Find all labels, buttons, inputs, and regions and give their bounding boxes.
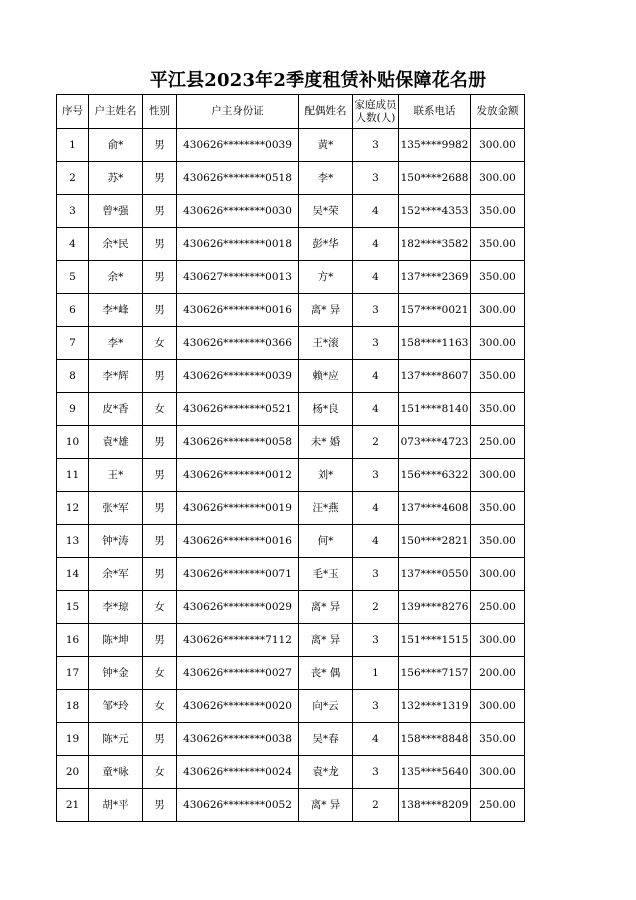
cell-family-size: 4 <box>353 360 399 393</box>
cell-gender: 男 <box>143 261 177 294</box>
cell-amount: 300.00 <box>471 756 525 789</box>
cell-amount: 250.00 <box>471 591 525 624</box>
cell-spouse-name: 刘* <box>299 459 353 492</box>
cell-family-size: 3 <box>353 690 399 723</box>
cell-head-id: 430626********0518 <box>177 162 299 195</box>
subsidy-roster-table <box>56 94 525 822</box>
cell-family-size: 1 <box>353 657 399 690</box>
cell-family-size: 4 <box>353 393 399 426</box>
cell-phone: 151****8140 <box>399 393 471 426</box>
cell-gender: 女 <box>143 327 177 360</box>
cell-family-size: 2 <box>353 426 399 459</box>
cell-spouse-name: 袁*龙 <box>299 756 353 789</box>
cell-amount: 300.00 <box>471 558 525 591</box>
column-header-head-name: 户主姓名 <box>89 95 143 129</box>
cell-head-id: 430626********0030 <box>177 195 299 228</box>
cell-phone: 152****4353 <box>399 195 471 228</box>
table-row <box>57 228 525 261</box>
table-row <box>57 657 525 690</box>
cell-amount: 300.00 <box>471 690 525 723</box>
cell-amount: 350.00 <box>471 525 525 558</box>
cell-gender: 男 <box>143 195 177 228</box>
cell-head-id: 430626********0018 <box>177 228 299 261</box>
cell-amount: 300.00 <box>471 162 525 195</box>
cell-gender: 女 <box>143 756 177 789</box>
cell-phone: 137****8607 <box>399 360 471 393</box>
cell-head-name: 陈*坤 <box>89 624 143 657</box>
cell-head-name: 李*峰 <box>89 294 143 327</box>
table-row <box>57 393 525 426</box>
cell-head-name: 童*咏 <box>89 756 143 789</box>
cell-seq: 17 <box>57 657 89 690</box>
cell-head-id: 430626********0024 <box>177 756 299 789</box>
cell-seq: 2 <box>57 162 89 195</box>
table-row <box>57 723 525 756</box>
cell-head-id: 430626********0521 <box>177 393 299 426</box>
cell-amount: 350.00 <box>471 723 525 756</box>
cell-gender: 男 <box>143 426 177 459</box>
cell-family-size: 4 <box>353 261 399 294</box>
cell-spouse-name: 离* 异 <box>299 591 353 624</box>
cell-family-size: 4 <box>353 195 399 228</box>
cell-family-size: 2 <box>353 789 399 822</box>
cell-head-id: 430626********0058 <box>177 426 299 459</box>
cell-seq: 12 <box>57 492 89 525</box>
cell-head-name: 王* <box>89 459 143 492</box>
cell-head-id: 430626********0027 <box>177 657 299 690</box>
cell-seq: 13 <box>57 525 89 558</box>
cell-head-id: 430626********0012 <box>177 459 299 492</box>
cell-phone: 135****9982 <box>399 129 471 162</box>
cell-seq: 5 <box>57 261 89 294</box>
cell-amount: 300.00 <box>471 129 525 162</box>
table-row <box>57 492 525 525</box>
column-header-head-id: 户主身份证 <box>177 95 299 129</box>
cell-phone: 156****6322 <box>399 459 471 492</box>
cell-spouse-name: 汪*燕 <box>299 492 353 525</box>
cell-spouse-name: 方* <box>299 261 353 294</box>
cell-seq: 21 <box>57 789 89 822</box>
cell-phone: 182****3582 <box>399 228 471 261</box>
cell-head-id: 430626********0016 <box>177 294 299 327</box>
cell-phone: 135****5640 <box>399 756 471 789</box>
cell-head-id: 430626********0029 <box>177 591 299 624</box>
cell-family-size: 3 <box>353 327 399 360</box>
cell-phone: 157****0021 <box>399 294 471 327</box>
cell-family-size: 2 <box>353 591 399 624</box>
cell-seq: 1 <box>57 129 89 162</box>
cell-gender: 男 <box>143 162 177 195</box>
table-row <box>57 690 525 723</box>
column-header-seq: 序号 <box>57 95 89 129</box>
cell-head-name: 曾*强 <box>89 195 143 228</box>
cell-head-id: 430626********0019 <box>177 492 299 525</box>
cell-amount: 200.00 <box>471 657 525 690</box>
cell-head-id: 430626********0039 <box>177 129 299 162</box>
cell-spouse-name: 向*云 <box>299 690 353 723</box>
table-row <box>57 162 525 195</box>
cell-phone: 158****1163 <box>399 327 471 360</box>
cell-phone: 137****4608 <box>399 492 471 525</box>
cell-amount: 300.00 <box>471 624 525 657</box>
cell-head-name: 余*军 <box>89 558 143 591</box>
cell-amount: 250.00 <box>471 789 525 822</box>
cell-head-id: 430626********0366 <box>177 327 299 360</box>
cell-family-size: 3 <box>353 459 399 492</box>
cell-head-name: 袁*雄 <box>89 426 143 459</box>
table-header-row <box>57 95 525 129</box>
cell-spouse-name: 离* 异 <box>299 789 353 822</box>
table-body <box>57 129 525 822</box>
column-header-gender: 性别 <box>143 95 177 129</box>
cell-head-id: 430626********7112 <box>177 624 299 657</box>
cell-head-name: 李*辉 <box>89 360 143 393</box>
cell-seq: 16 <box>57 624 89 657</box>
cell-head-id: 430626********0071 <box>177 558 299 591</box>
cell-head-id: 430626********0020 <box>177 690 299 723</box>
cell-seq: 9 <box>57 393 89 426</box>
cell-seq: 10 <box>57 426 89 459</box>
cell-seq: 14 <box>57 558 89 591</box>
table-row <box>57 756 525 789</box>
cell-head-name: 陈*元 <box>89 723 143 756</box>
cell-phone: 150****2821 <box>399 525 471 558</box>
cell-family-size: 4 <box>353 525 399 558</box>
cell-family-size: 4 <box>353 723 399 756</box>
cell-seq: 11 <box>57 459 89 492</box>
cell-family-size: 3 <box>353 756 399 789</box>
cell-family-size: 4 <box>353 492 399 525</box>
cell-gender: 男 <box>143 492 177 525</box>
cell-head-name: 俞* <box>89 129 143 162</box>
column-header-family-size: 家庭成员人数(人) <box>353 95 399 129</box>
cell-amount: 350.00 <box>471 228 525 261</box>
cell-head-name: 李* <box>89 327 143 360</box>
cell-head-id: 430626********0039 <box>177 360 299 393</box>
cell-spouse-name: 杨*良 <box>299 393 353 426</box>
cell-amount: 300.00 <box>471 294 525 327</box>
cell-head-id: 430627********0013 <box>177 261 299 294</box>
cell-amount: 350.00 <box>471 195 525 228</box>
cell-seq: 15 <box>57 591 89 624</box>
cell-family-size: 3 <box>353 129 399 162</box>
cell-spouse-name: 王*滚 <box>299 327 353 360</box>
cell-phone: 156****7157 <box>399 657 471 690</box>
cell-spouse-name: 何* <box>299 525 353 558</box>
cell-gender: 男 <box>143 360 177 393</box>
column-header-amount: 发放金额 <box>471 95 525 129</box>
cell-spouse-name: 黄* <box>299 129 353 162</box>
cell-family-size: 3 <box>353 162 399 195</box>
cell-seq: 18 <box>57 690 89 723</box>
cell-phone: 073****4723 <box>399 426 471 459</box>
cell-phone: 139****8276 <box>399 591 471 624</box>
cell-head-name: 邹*玲 <box>89 690 143 723</box>
cell-head-name: 余* <box>89 261 143 294</box>
cell-gender: 男 <box>143 525 177 558</box>
cell-gender: 男 <box>143 723 177 756</box>
column-header-phone: 联系电话 <box>399 95 471 129</box>
table-row <box>57 360 525 393</box>
cell-seq: 20 <box>57 756 89 789</box>
page-title: 平江县2023年2季度租赁补贴保障花名册 <box>149 70 487 91</box>
cell-spouse-name: 毛*玉 <box>299 558 353 591</box>
table-row <box>57 261 525 294</box>
cell-spouse-name: 丧* 偶 <box>299 657 353 690</box>
cell-spouse-name: 离* 异 <box>299 294 353 327</box>
cell-phone: 158****8848 <box>399 723 471 756</box>
cell-head-name: 钟*涛 <box>89 525 143 558</box>
cell-spouse-name: 彭*华 <box>299 228 353 261</box>
cell-family-size: 3 <box>353 294 399 327</box>
cell-phone: 138****8209 <box>399 789 471 822</box>
cell-seq: 4 <box>57 228 89 261</box>
cell-amount: 250.00 <box>471 426 525 459</box>
cell-gender: 男 <box>143 459 177 492</box>
cell-amount: 300.00 <box>471 459 525 492</box>
cell-gender: 女 <box>143 657 177 690</box>
table-row <box>57 459 525 492</box>
cell-spouse-name: 李* <box>299 162 353 195</box>
cell-gender: 男 <box>143 129 177 162</box>
table-row <box>57 195 525 228</box>
cell-head-name: 胡*平 <box>89 789 143 822</box>
cell-head-name: 李*琼 <box>89 591 143 624</box>
cell-spouse-name: 吴*春 <box>299 723 353 756</box>
cell-phone: 137****2369 <box>399 261 471 294</box>
cell-gender: 女 <box>143 591 177 624</box>
cell-seq: 3 <box>57 195 89 228</box>
table-row <box>57 525 525 558</box>
cell-head-name: 张*军 <box>89 492 143 525</box>
cell-seq: 7 <box>57 327 89 360</box>
cell-gender: 男 <box>143 228 177 261</box>
table-row <box>57 426 525 459</box>
cell-gender: 男 <box>143 789 177 822</box>
cell-amount: 350.00 <box>471 492 525 525</box>
cell-head-id: 430626********0052 <box>177 789 299 822</box>
cell-phone: 151****1515 <box>399 624 471 657</box>
cell-phone: 137****0550 <box>399 558 471 591</box>
cell-phone: 150****2688 <box>399 162 471 195</box>
cell-head-id: 430626********0016 <box>177 525 299 558</box>
cell-amount: 350.00 <box>471 360 525 393</box>
cell-amount: 300.00 <box>471 327 525 360</box>
table-row <box>57 327 525 360</box>
cell-spouse-name: 离* 异 <box>299 624 353 657</box>
cell-spouse-name: 未* 婚 <box>299 426 353 459</box>
cell-gender: 女 <box>143 393 177 426</box>
cell-seq: 8 <box>57 360 89 393</box>
table-row <box>57 129 525 162</box>
cell-gender: 男 <box>143 558 177 591</box>
column-header-spouse-name: 配偶姓名 <box>299 95 353 129</box>
cell-spouse-name: 赖*应 <box>299 360 353 393</box>
cell-phone: 132****1319 <box>399 690 471 723</box>
cell-gender: 男 <box>143 624 177 657</box>
cell-seq: 6 <box>57 294 89 327</box>
cell-amount: 350.00 <box>471 261 525 294</box>
cell-family-size: 3 <box>353 558 399 591</box>
cell-head-name: 苏* <box>89 162 143 195</box>
cell-gender: 男 <box>143 294 177 327</box>
cell-head-name: 余*民 <box>89 228 143 261</box>
cell-family-size: 4 <box>353 228 399 261</box>
table-row <box>57 624 525 657</box>
table-row <box>57 558 525 591</box>
cell-amount: 350.00 <box>471 393 525 426</box>
cell-head-id: 430626********0038 <box>177 723 299 756</box>
cell-head-name: 钟*金 <box>89 657 143 690</box>
table-row <box>57 591 525 624</box>
table-row <box>57 789 525 822</box>
cell-seq: 19 <box>57 723 89 756</box>
table-row <box>57 294 525 327</box>
cell-head-name: 皮*香 <box>89 393 143 426</box>
cell-family-size: 3 <box>353 624 399 657</box>
cell-gender: 女 <box>143 690 177 723</box>
cell-spouse-name: 吴*荣 <box>299 195 353 228</box>
